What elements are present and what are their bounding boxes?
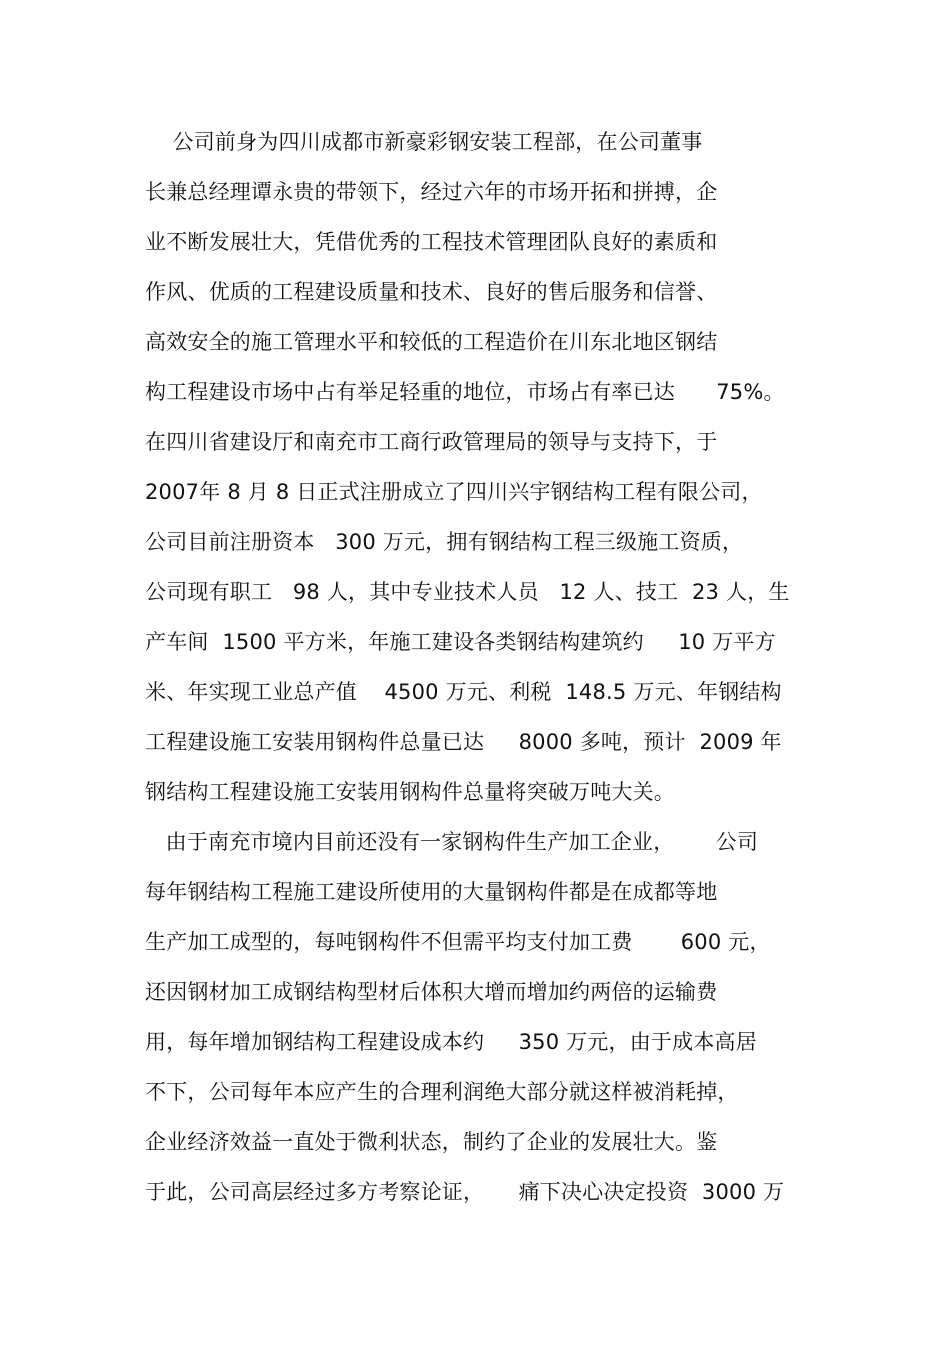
paragraph-1-line-7: 在四川省建设厅和南充市工商行政管理局的领导与支持下，于 [145, 430, 718, 454]
paragraph-2-line-4: 还因钢材加工成钢结构型材后体积大增而增加约两倍的运输费 [145, 980, 718, 1004]
paragraph-2-line-6: 不下，公司每年本应产生的合理利润绝大部分就这样被消耗掉， [145, 1080, 739, 1104]
paragraph-2-line-5: 用，每年增加钢结构工程建设成本约 350 万元，由于成本高居 [145, 1030, 757, 1054]
paragraph-1-line-11: 产车间 1500 平方米，年施工建设各类钢结构建筑约 10 万平方 [145, 630, 776, 654]
paragraph-1-line-3: 业不断发展壮大，凭借优秀的工程技术管理团队良好的素质和 [145, 230, 718, 254]
paragraph-1-line-5: 高效安全的施工管理水平和较低的工程造价在川东北地区钢结 [145, 330, 718, 354]
paragraph-1-line-6: 构工程建设市场中占有举足轻重的地位，市场占有率已达 75%。 [145, 380, 785, 404]
paragraph-2-line-8: 于此，公司高层经过多方考察论证， 痛下决心决定投资 3000 万 [145, 1180, 785, 1204]
paragraph-2-line-3: 生产加工成型的，每吨钢构件不但需平均支付加工费 600 元， [145, 930, 771, 954]
paragraph-2-line-7: 企业经济效益一直处于微利状态，制约了企业的发展壮大。鉴 [145, 1130, 718, 1154]
paragraph-1-line-4: 作风、优质的工程建设质量和技术、良好的售后服务和信誉、 [145, 280, 718, 304]
paragraph-1-line-2: 长兼总经理谭永贵的带领下，经过六年的市场开拓和拼搏，企 [145, 180, 718, 204]
paragraph-1-line-9: 公司目前注册资本 300 万元，拥有钢结构工程三级施工资质， [145, 530, 744, 554]
paragraph-1-line-1: 公司前身为四川成都市新豪彩钢安装工程部，在公司董事 [145, 130, 703, 154]
paragraph-2-line-1: 由于南充市境内目前还没有一家钢构件生产加工企业， 公司 [145, 830, 759, 854]
paragraph-1-line-10: 公司现有职工 98 人，其中专业技术人员 12 人、技工 23 人，生 [145, 580, 790, 604]
paragraph-2-line-2: 每年钢结构工程施工建设所使用的大量钢构件都是在成都等地 [145, 880, 718, 904]
paragraph-1-line-14: 钢结构工程建设施工安装用钢构件总量将突破万吨大关。 [145, 780, 675, 804]
paragraph-1-line-12: 米、年实现工业总产值 4500 万元、利税 148.5 万元、年钢结构 [145, 680, 782, 704]
paragraph-1-line-8: 2007年 8 月 8 日正式注册成立了四川兴宇钢结构工程有限公司， [145, 480, 763, 504]
paragraph-1-line-13: 工程建设施工安装用钢构件总量已达 8000 多吨，预计 2009 年 [145, 730, 782, 754]
